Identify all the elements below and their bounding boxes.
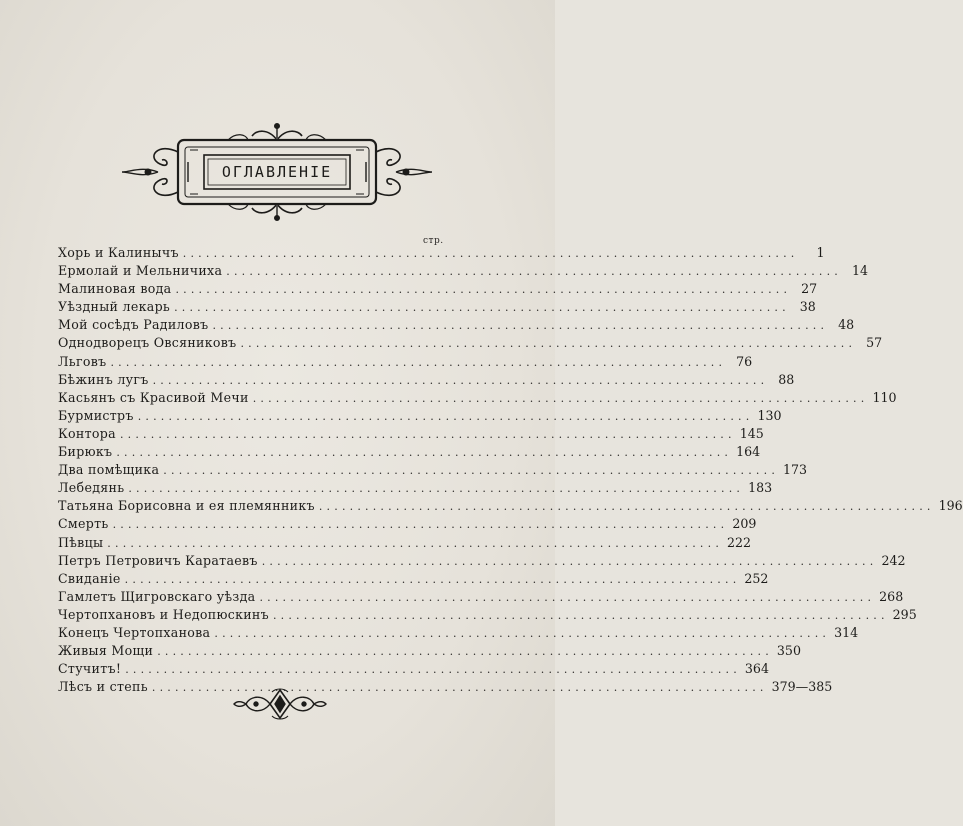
toc-entry-page: 38 <box>799 299 816 315</box>
dot-leader: ................................................................................ <box>110 355 727 369</box>
toc-entry-page: 173 <box>783 462 808 478</box>
dot-leader: ................................................................................ <box>163 464 780 478</box>
toc-entry <box>58 643 801 661</box>
toc-entry-title: Свиданіе <box>58 570 121 586</box>
toc-entry <box>58 462 808 480</box>
toc-entry <box>58 245 825 263</box>
dot-leader: ................................................................................ <box>212 319 829 333</box>
toc-entry <box>58 661 769 679</box>
toc-entry-title: Бурмистръ <box>58 407 134 423</box>
toc-entry <box>58 371 795 390</box>
toc-entry-title: Льговъ <box>58 353 107 369</box>
toc-entry-title: Мой сосѣдъ Радиловъ <box>58 317 209 333</box>
page-column-label: стр. <box>423 236 444 246</box>
toc-entry-title: Касьянъ съ Красивой Мечи <box>58 389 249 405</box>
dot-leader: ................................................................................ <box>157 645 773 659</box>
toc-entry <box>58 407 782 426</box>
toc-entry-page: 14 <box>851 263 868 279</box>
toc-entry <box>58 552 906 571</box>
toc-entry <box>58 389 897 408</box>
toc-entry-title: Лебедянь <box>58 480 125 496</box>
toc-entry-page: 196 <box>938 498 963 514</box>
toc-entry-title: Лѣсъ и степь <box>58 679 148 695</box>
toc-entry-page: 1 <box>816 245 825 260</box>
toc-entry <box>58 335 883 353</box>
toc-entry <box>58 624 859 643</box>
toc-entry-title: Однодворецъ Овсяниковъ <box>58 335 237 351</box>
toc-entry-title: Уѣздный лекарь <box>58 299 171 315</box>
toc-entry-title: Малиновая вода <box>58 281 172 297</box>
toc-entry-page: 110 <box>872 389 897 405</box>
toc-entry <box>58 444 761 462</box>
toc-entry-title: Пѣвцы <box>58 534 104 550</box>
toc-entry <box>58 317 855 335</box>
toc-entry <box>58 570 769 589</box>
toc-entry-page: 379—385 <box>771 679 833 695</box>
toc-entry-page: 209 <box>732 516 757 532</box>
contents-title: ОГЛАВЛЕНІЕ <box>221 163 333 181</box>
dot-leader: ................................................................................ <box>124 572 741 586</box>
dot-leader: ................................................................................ <box>125 663 741 677</box>
dot-leader: ................................................................................ <box>119 427 736 441</box>
toc-entry-page: 145 <box>739 425 764 441</box>
dot-leader: ................................................................................ <box>182 247 799 260</box>
ornament-vignette-icon <box>232 686 328 722</box>
toc-entry-page: 252 <box>744 570 769 586</box>
toc-entry-page: 222 <box>727 534 752 550</box>
toc-entry-title: Бѣжинъ лугъ <box>58 371 149 387</box>
toc-entry-title: Гамлетъ Щигровскаго уѣзда <box>58 588 256 604</box>
toc-entry <box>58 299 816 317</box>
toc-entry-page: 364 <box>744 661 769 677</box>
toc-entry <box>58 353 753 372</box>
table-of-contents <box>58 245 963 697</box>
toc-entry-title: Ермолай и Мельничиха <box>58 263 223 279</box>
dot-leader: ................................................................................ <box>226 265 842 279</box>
toc-entry <box>58 480 773 498</box>
dot-leader: ................................................................................ <box>116 446 733 460</box>
toc-entry-title: Контора <box>58 425 116 441</box>
toc-entry <box>58 588 904 607</box>
toc-entry-page: 314 <box>834 624 859 640</box>
dot-leader: ................................................................................ <box>112 518 729 532</box>
dot-leader: ................................................................................ <box>214 626 831 640</box>
dot-leader: ................................................................................ <box>137 409 754 423</box>
toc-entry-title: Конецъ Чертопханова <box>58 624 211 640</box>
toc-entry <box>58 263 868 281</box>
toc-entry-title: Стучитъ! <box>58 661 122 677</box>
header-ornament <box>118 122 436 222</box>
toc-entry <box>58 425 764 444</box>
dot-leader: ................................................................................ <box>152 373 769 387</box>
toc-entry-title: Смерть <box>58 516 109 532</box>
dot-leader: ................................................................................ <box>151 681 768 695</box>
dot-leader: ................................................................................ <box>252 391 869 405</box>
toc-entry-title: Хорь и Калинычъ <box>58 245 179 260</box>
dot-leader: ................................................................................ <box>128 482 745 496</box>
toc-entry-title: Петръ Петровичъ Каратаевъ <box>58 552 258 568</box>
dot-leader: ................................................................................ <box>175 283 792 297</box>
footer-ornament <box>232 686 328 722</box>
toc-entry <box>58 281 818 299</box>
dot-leader: ................................................................................ <box>261 554 878 568</box>
toc-entry-title: Два помѣщика <box>58 462 160 478</box>
toc-entry-page: 57 <box>866 335 883 351</box>
toc-entry-page: 88 <box>778 371 795 387</box>
toc-entry-title: Живыя Мощи <box>58 643 154 659</box>
toc-entry-page: 350 <box>776 643 801 659</box>
dot-leader: ................................................................................ <box>107 536 724 550</box>
toc-entry-page: 295 <box>892 606 917 622</box>
toc-entry-page: 164 <box>736 444 761 460</box>
toc-entry-page: 130 <box>757 407 782 423</box>
toc-entry-page: 268 <box>879 588 904 604</box>
toc-entry <box>58 606 917 625</box>
toc-entry <box>58 498 963 516</box>
dot-leader: ................................................................................ <box>318 500 935 514</box>
toc-entry-page: 27 <box>801 281 818 297</box>
toc-entry-title: Чертопхановъ и Недопюскинъ <box>58 606 269 622</box>
toc-entry <box>58 534 752 553</box>
toc-entry-title: Татьяна Борисовна и ея племянникъ <box>58 498 315 514</box>
dot-leader: ................................................................................ <box>272 608 889 622</box>
toc-entry <box>58 516 757 534</box>
toc-entry-page: 183 <box>748 480 773 496</box>
toc-entry-page: 242 <box>881 552 906 568</box>
toc-entry-page: 76 <box>736 353 753 369</box>
dot-leader: ................................................................................ <box>259 590 876 604</box>
toc-entry-page: 48 <box>838 317 855 333</box>
toc-entry-title: Бирюкъ <box>58 444 113 460</box>
dot-leader: ................................................................................ <box>240 337 857 351</box>
dot-leader: ................................................................................ <box>174 301 790 315</box>
